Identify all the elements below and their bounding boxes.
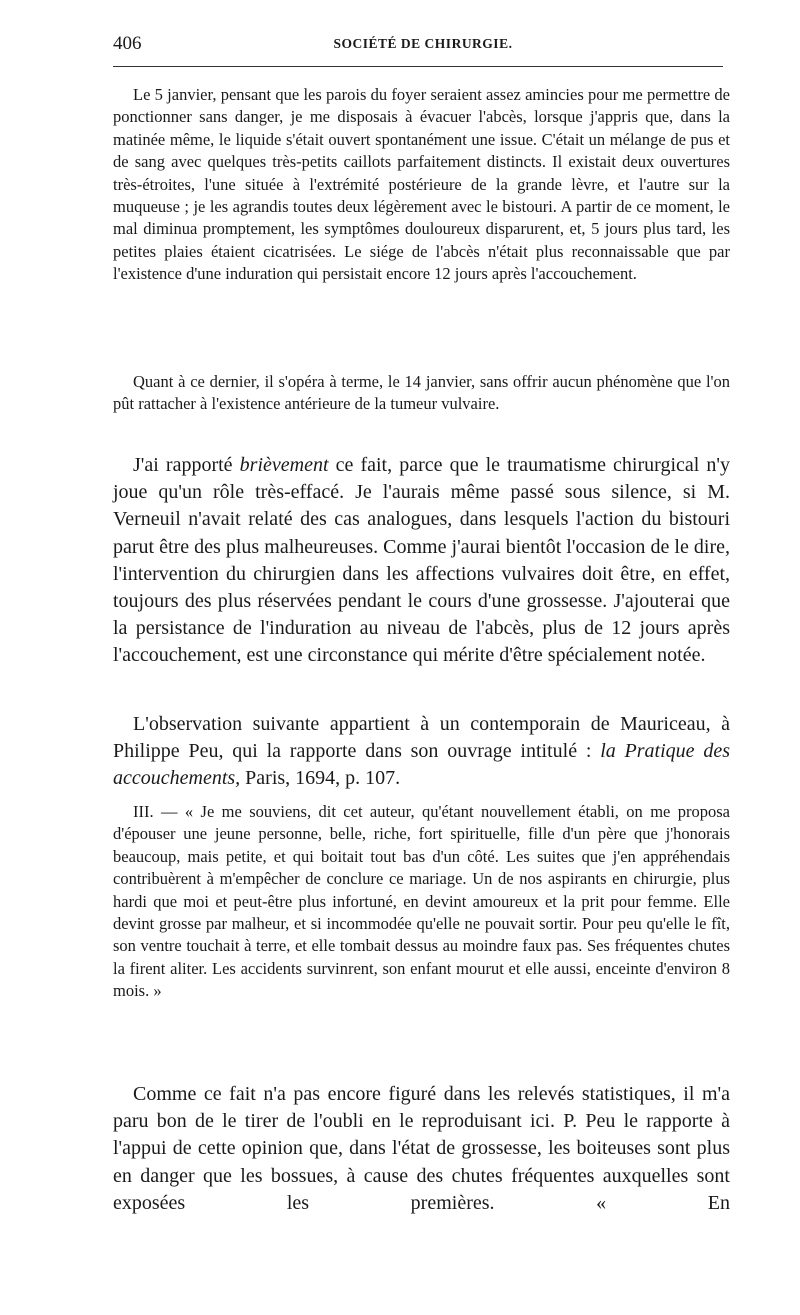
paragraph-conclusion: Comme ce fait n'a pas encore figuré dans les relevés statistiques, il m'a paru bon de le tirer de l'oubli en le reproduisant ici. P. Peu le rapporte à l'appui de cette opinion que, dans l'état de grossesse, les boiteuses sont plus en danger que les bossues, à cause des chutes fréquentes auxquelles sont exposées les premières. « En (113, 1083, 730, 1214)
running-title: SOCIÉTÉ DE CHIRURGIE. (333, 36, 513, 51)
book-title: la Pratique des accouchements, (113, 740, 730, 790)
paragraph-observation-iii: III. — « Je me souviens, dit cet auteur, qu'étant nouvellement établi, on me proposa d'épouser une jeune personne, belle, riche, fort spirituelle, fille d'un père que j'honorais beaucoup, mais petite, et qui boitait tout bas d'un côté. Les suites que j'en appréhendais contribuèrent à m'empêcher de conclure ce mariage. Un de nos aspirants en chirurgie, plus hardi que moi et peut-être plus infortuné, en devint amoureux et la prit pour femme. Elle devint grosse par malheur, et si incommodée qu'elle ne pouvait sortir. Pour peu qu'elle le fît, son ventre touchait à terre, et elle tombait dessus au moindre faux pas. Ses fréquentes chutes la firent aliter. Les accidents survinrent, son enfant mourut et elle aussi, enceinte d'environ 8 mois. » (113, 802, 730, 1001)
paragraph-delivery: Quant à ce dernier, il s'opéra à terme, le 14 janvier, sans offrir aucun phénomène que l'on pût rattacher à l'existence antérieure de la tumeur vulvaire. (113, 372, 730, 414)
page-header (113, 33, 733, 55)
text-span: Paris, 1694, p. 107. (240, 767, 401, 790)
emphasis-text: brièvement (239, 454, 329, 476)
page-number: 406 (113, 33, 142, 54)
paragraph-observation-intro (113, 711, 730, 793)
paragraph-commentary (113, 452, 730, 670)
text-span: ce fait, parce que le traumatisme chirurgical n'y joue qu'un rôle très-effacé. Je l'aurais même passé sous silence, si M. Verneuil n'avait relaté des cas analogues, dans lesquels l'action du bistouri parut être des plus malheureuses. Comme j'aurai bientôt l'occasion de le dire, l'intervention du chirurgien dans les affections vulvaires doit être, en effet, toujours des plus réservées pendant le cours d'une grossesse. J'ajouterai que la persistance de l'induration au niveau de l'abcès, plus de 12 jours après l'accouchement, est une circonstance qui mérite d'être spécialement notée. (113, 454, 731, 667)
text-span: J'ai rapporté (133, 454, 240, 476)
text-span: L'observation suivante appartient à un contemporain de Mauriceau, à Philippe Peu, qui la rapporte dans son ouvrage intitulé : (113, 713, 730, 763)
paragraph-abscess-evacuation: Le 5 janvier, pensant que les parois du foyer seraient assez amincies pour me permettre de ponctionner sans danger, je me disposais à évacuer l'abcès, lorsque j'appris que, dans la matinée même, le liquide s'était ouvert spontanément une issue. C'était un mélange de pus et de sang avec quelques très-petits caillots parfaitement distincts. Il existait deux ouvertures très-étroites, l'une située à l'extrémité postérieure de la grande lèvre, et l'autre sur la muqueuse ; je les agrandis toutes deux légèrement avec le bistouri. A partir de ce moment, le mal diminua promptement, les symptômes douloureux disparurent, et, 5 jours plus tard, les petites plaies étaient cicatrisées. Le siége de l'abcès n'était plus reconnaissable que par l'existence d'une induration qui persistait encore 12 jours après l'accouchement. (113, 85, 730, 284)
header-rule (113, 66, 723, 67)
